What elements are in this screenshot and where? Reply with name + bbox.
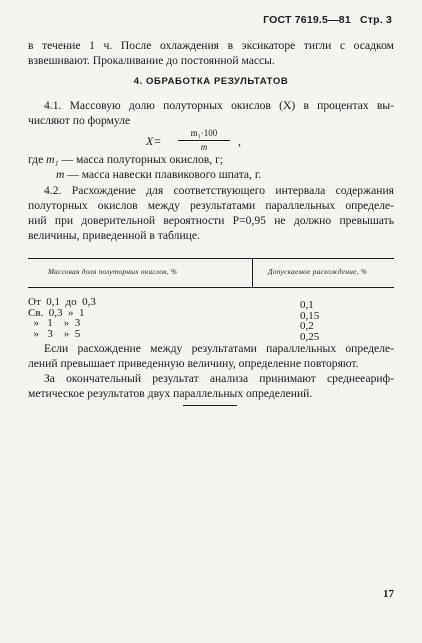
def-m-text: — масса навески плавикового шпата, г. bbox=[64, 168, 262, 181]
table-tolerance-column bbox=[300, 300, 319, 342]
repeat-rule-line-1: Если расхождение между результатами параллельных определе- bbox=[44, 342, 394, 355]
variable-definitions bbox=[28, 152, 261, 182]
formula-comma: , bbox=[238, 134, 241, 148]
formula-numerator: m₁·100 bbox=[190, 128, 218, 138]
var-m: m bbox=[56, 168, 65, 181]
intro-line-2: взвешивают. Прокаливание до постоянной массы. bbox=[28, 54, 275, 67]
formula-denominator: m bbox=[200, 142, 208, 152]
table-cell-range: » 1 » 3 bbox=[28, 317, 81, 330]
section-title: 4. ОБРАБОТКА РЕЗУЛЬТАТОВ bbox=[133, 76, 289, 87]
table-cell-range: Св. 0,3 » 1 bbox=[28, 306, 85, 319]
table-header-rule bbox=[28, 287, 394, 288]
repeat-rule-line-2: лений превышает приведенную величину, определение повторяют. bbox=[28, 357, 359, 370]
p41-line-1: 4.1. Массовую долю полуторных окислов (X) в процентах вы- bbox=[44, 99, 394, 112]
table-cell-range: » 3 » 5 bbox=[28, 327, 81, 340]
var-m1: m₁ bbox=[46, 153, 59, 166]
table-header-tolerance: Допускаемое расхождение, % bbox=[268, 268, 368, 276]
definition-m1 bbox=[28, 152, 261, 167]
table-top-rule bbox=[28, 258, 394, 259]
table-column-divider bbox=[252, 258, 253, 287]
p42-line-3: ний при доверительной вероятности P=0,95 не должно превышать bbox=[28, 214, 394, 227]
p41-line-2: числяют по формуле bbox=[28, 114, 131, 127]
final-result-line-2: метическое результатов двух параллельных определений. bbox=[28, 387, 313, 400]
intro-line-1: в течение 1 ч. После охлаждения в эксикаторе тигли с осадком bbox=[28, 39, 394, 52]
table-cell-range: От 0,1 до 0,3 bbox=[28, 296, 96, 308]
table-cell-tolerance: 0,1 bbox=[300, 299, 314, 311]
table-cell-tolerance: 0,15 bbox=[300, 309, 320, 322]
definition-m bbox=[28, 167, 261, 182]
page-header bbox=[263, 14, 392, 26]
formula-lhs: X= bbox=[146, 134, 162, 148]
table-header-mass-fraction: Массовая доля полуторных окислов, % bbox=[48, 268, 178, 276]
end-rule bbox=[183, 405, 237, 406]
p42-line-1: 4.2. Расхождение для соответствующего интервала содержания bbox=[44, 184, 394, 197]
page-label: Стр. 3 bbox=[359, 14, 392, 26]
table-cell-tolerance: 0,25 bbox=[300, 330, 320, 343]
p42-line-2: полуторных окислов между результатами параллельных определе- bbox=[28, 199, 394, 212]
fraction-bar bbox=[178, 140, 230, 141]
final-result-line-1: За окончательный результат анализа принимают среднееариф- bbox=[44, 372, 394, 385]
def-m1-text: — масса полуторных окислов, г; bbox=[58, 153, 224, 166]
formula-fraction bbox=[176, 128, 232, 153]
standard-code: ГОСТ 7619.5—81 bbox=[263, 14, 351, 26]
p42-line-4: величины, приведенной в таблице. bbox=[28, 229, 200, 242]
table-cell-tolerance: 0,2 bbox=[300, 320, 314, 333]
page-number: 17 bbox=[383, 588, 394, 600]
table-ranges-column bbox=[28, 297, 96, 339]
where-prefix: где bbox=[28, 153, 44, 166]
